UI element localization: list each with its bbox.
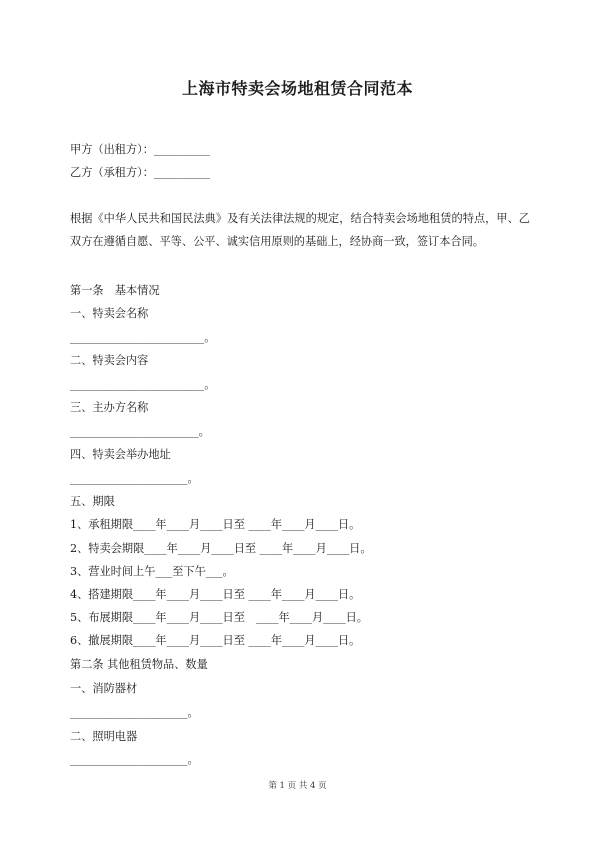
article-1-heading: 第一条 基本情况 xyxy=(70,284,160,297)
section-address: 四、特卖会举办地址 xyxy=(70,448,171,461)
section-fair-name: 一、特卖会名称 xyxy=(70,307,149,320)
blank-fair-name: ________________________。 xyxy=(70,331,216,344)
party-b-line: 乙方（承租方）：__________ xyxy=(70,166,210,179)
section-lighting: 二、照明电器 xyxy=(70,730,138,743)
article-2-heading: 第二条 其他租赁物品、数量 xyxy=(70,658,208,671)
term-lease: 1、承租期限____年____月____日至 ____年____月____日。 xyxy=(70,518,361,531)
term-business-hours: 3、营业时间上午___至下午___。 xyxy=(70,565,234,578)
section-organizer: 三、主办方名称 xyxy=(70,401,149,414)
preamble-paragraph: 根据《中华人民共和国民法典》及有关法律法规的规定，结合特卖会场地租赁的特点，甲、乙双方在遵循自愿、平等、公平、诚实信用原则的基础上，经协商一致，签订本合同。 xyxy=(70,212,530,249)
term-fair: 2、特卖会期限____年____月____日至 ____年____月____日。 xyxy=(70,542,372,555)
section-term: 五、期限 xyxy=(70,495,115,508)
term-setup: 5、布展期限____年____月____日至 ____年____月____日。 xyxy=(70,611,368,624)
blank-organizer: _______________________。 xyxy=(70,425,210,438)
blank-fair-content: ________________________。 xyxy=(70,378,216,391)
page-number-footer: 第 1 页 共 4 页 xyxy=(268,781,327,791)
party-a-line: 甲方（出租方）：__________ xyxy=(70,143,210,156)
term-teardown: 6、撤展期限____年____月____日至 ____年____月____日。 xyxy=(70,634,361,647)
blank-fire-equipment: _____________________。 xyxy=(70,706,199,719)
term-construction: 4、搭建期限____年____月____日至 ____年____月____日。 xyxy=(70,588,361,601)
blank-lighting: _____________________。 xyxy=(70,753,199,766)
document-title: 上海市特卖会场地租赁合同范本 xyxy=(181,79,413,98)
section-fire-equipment: 一、消防器材 xyxy=(70,682,138,695)
section-fair-content: 二、特卖会内容 xyxy=(70,354,149,367)
blank-address: _____________________。 xyxy=(70,472,199,485)
